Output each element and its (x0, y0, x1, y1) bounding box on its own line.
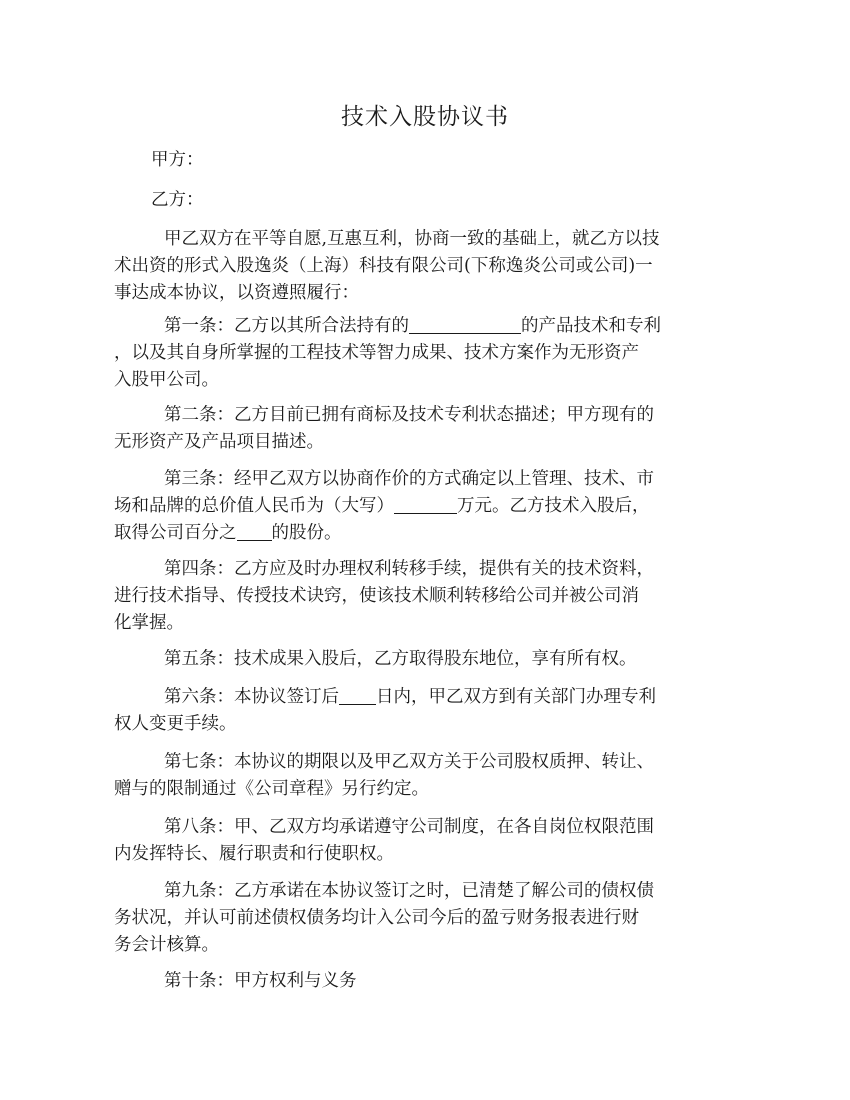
article-4 (114, 556, 728, 637)
article-3 (114, 466, 728, 547)
article-3-line-1: 第三条：经甲乙双方以协商作价的方式确定以上管理、技术、市 (164, 469, 654, 489)
product-name-blank[interactable] (409, 315, 521, 334)
article-5 (114, 646, 728, 673)
article-7-line-2: 赠与的限制通过《公司章程》另行约定。 (114, 779, 429, 799)
party-a-label: 甲方： (151, 150, 204, 170)
article-6-line-2: 权人变更手续。 (114, 714, 237, 734)
article-1-text-b: 的产品技术和专利 (521, 316, 661, 336)
article-4-line-1: 第四条：乙方应及时办理权利转移手续，提供有关的技术资料， (164, 559, 654, 579)
article-3-text-a: 场和品牌的总价值人民币为（大写） (114, 496, 394, 516)
article-3-text-b: 万元。乙方技术入股后， (457, 496, 650, 516)
article-2-line-1: 第二条：乙方目前已拥有商标及技术专利状态描述；甲方现有的 (164, 405, 654, 425)
article-10-line-1: 第十条：甲方权利与义务 (164, 971, 357, 991)
article-7-line-1: 第七条：本协议的期限以及甲乙双方关于公司股权质押、转让、 (164, 752, 654, 772)
intro-line-2: 术出资的形式入股逸炎（上海）科技有限公司(下称逸炎公司或公司)一 (114, 256, 653, 276)
amount-blank[interactable] (394, 495, 457, 514)
article-4-line-2: 进行技术指导、传授技术诀窍，使该技术顺利转移给公司并被公司消 (114, 586, 639, 606)
article-1 (114, 313, 728, 394)
article-10 (114, 968, 728, 995)
article-1-text-a: 第一条：乙方以其所合法持有的 (164, 316, 409, 336)
article-3-line-3 (114, 520, 728, 547)
article-8 (114, 814, 728, 868)
article-1-line-2: ，以及其自身所掌握的工程技术等智力成果、技术方案作为无形资产 (114, 343, 639, 363)
article-3-text-d: 的股份。 (271, 523, 342, 543)
article-1-line-1 (114, 313, 728, 340)
article-7 (114, 749, 728, 803)
party-b-label: 乙方： (151, 190, 204, 210)
days-blank[interactable] (339, 686, 376, 705)
article-3-line-2 (114, 493, 728, 520)
article-8-line-1: 第八条：甲、乙双方均承诺遵守公司制度，在各自岗位权限范围 (164, 817, 654, 837)
intro-line-1: 甲乙双方在平等自愿,互惠互利，协商一致的基础上，就乙方以技 (164, 229, 660, 249)
article-9-line-3: 务会计核算。 (114, 935, 219, 955)
article-6-text-a: 第六条：本协议签订后 (164, 687, 339, 707)
article-6-line-1 (114, 684, 728, 711)
article-6-text-b: 日内，甲乙双方到有关部门办理专利 (376, 687, 656, 707)
article-3-text-c: 取得公司百分之 (114, 523, 237, 543)
article-2 (114, 402, 728, 456)
intro-line-3: 事达成本协议，以资遵照履行： (114, 283, 359, 303)
article-8-line-2: 内发挥特长、履行职责和行使职权。 (114, 844, 394, 864)
article-6 (114, 684, 728, 738)
article-9 (114, 878, 728, 959)
percentage-blank[interactable] (237, 522, 272, 541)
article-4-line-3: 化掌握。 (114, 613, 184, 633)
intro-paragraph (114, 226, 728, 307)
article-1-line-3: 入股甲公司。 (114, 370, 219, 390)
article-5-line-1: 第五条：技术成果入股后，乙方取得股东地位，享有所有权。 (164, 649, 637, 669)
article-2-line-2: 无形资产及产品项目描述。 (114, 432, 324, 452)
article-9-line-2: 务状况，并认可前述债权债务均计入公司今后的盈亏财务报表进行财 (114, 908, 639, 928)
article-9-line-1: 第九条：乙方承诺在本协议签订之时，已清楚了解公司的债权债 (164, 881, 654, 901)
document-title: 技术入股协议书 (341, 104, 509, 130)
